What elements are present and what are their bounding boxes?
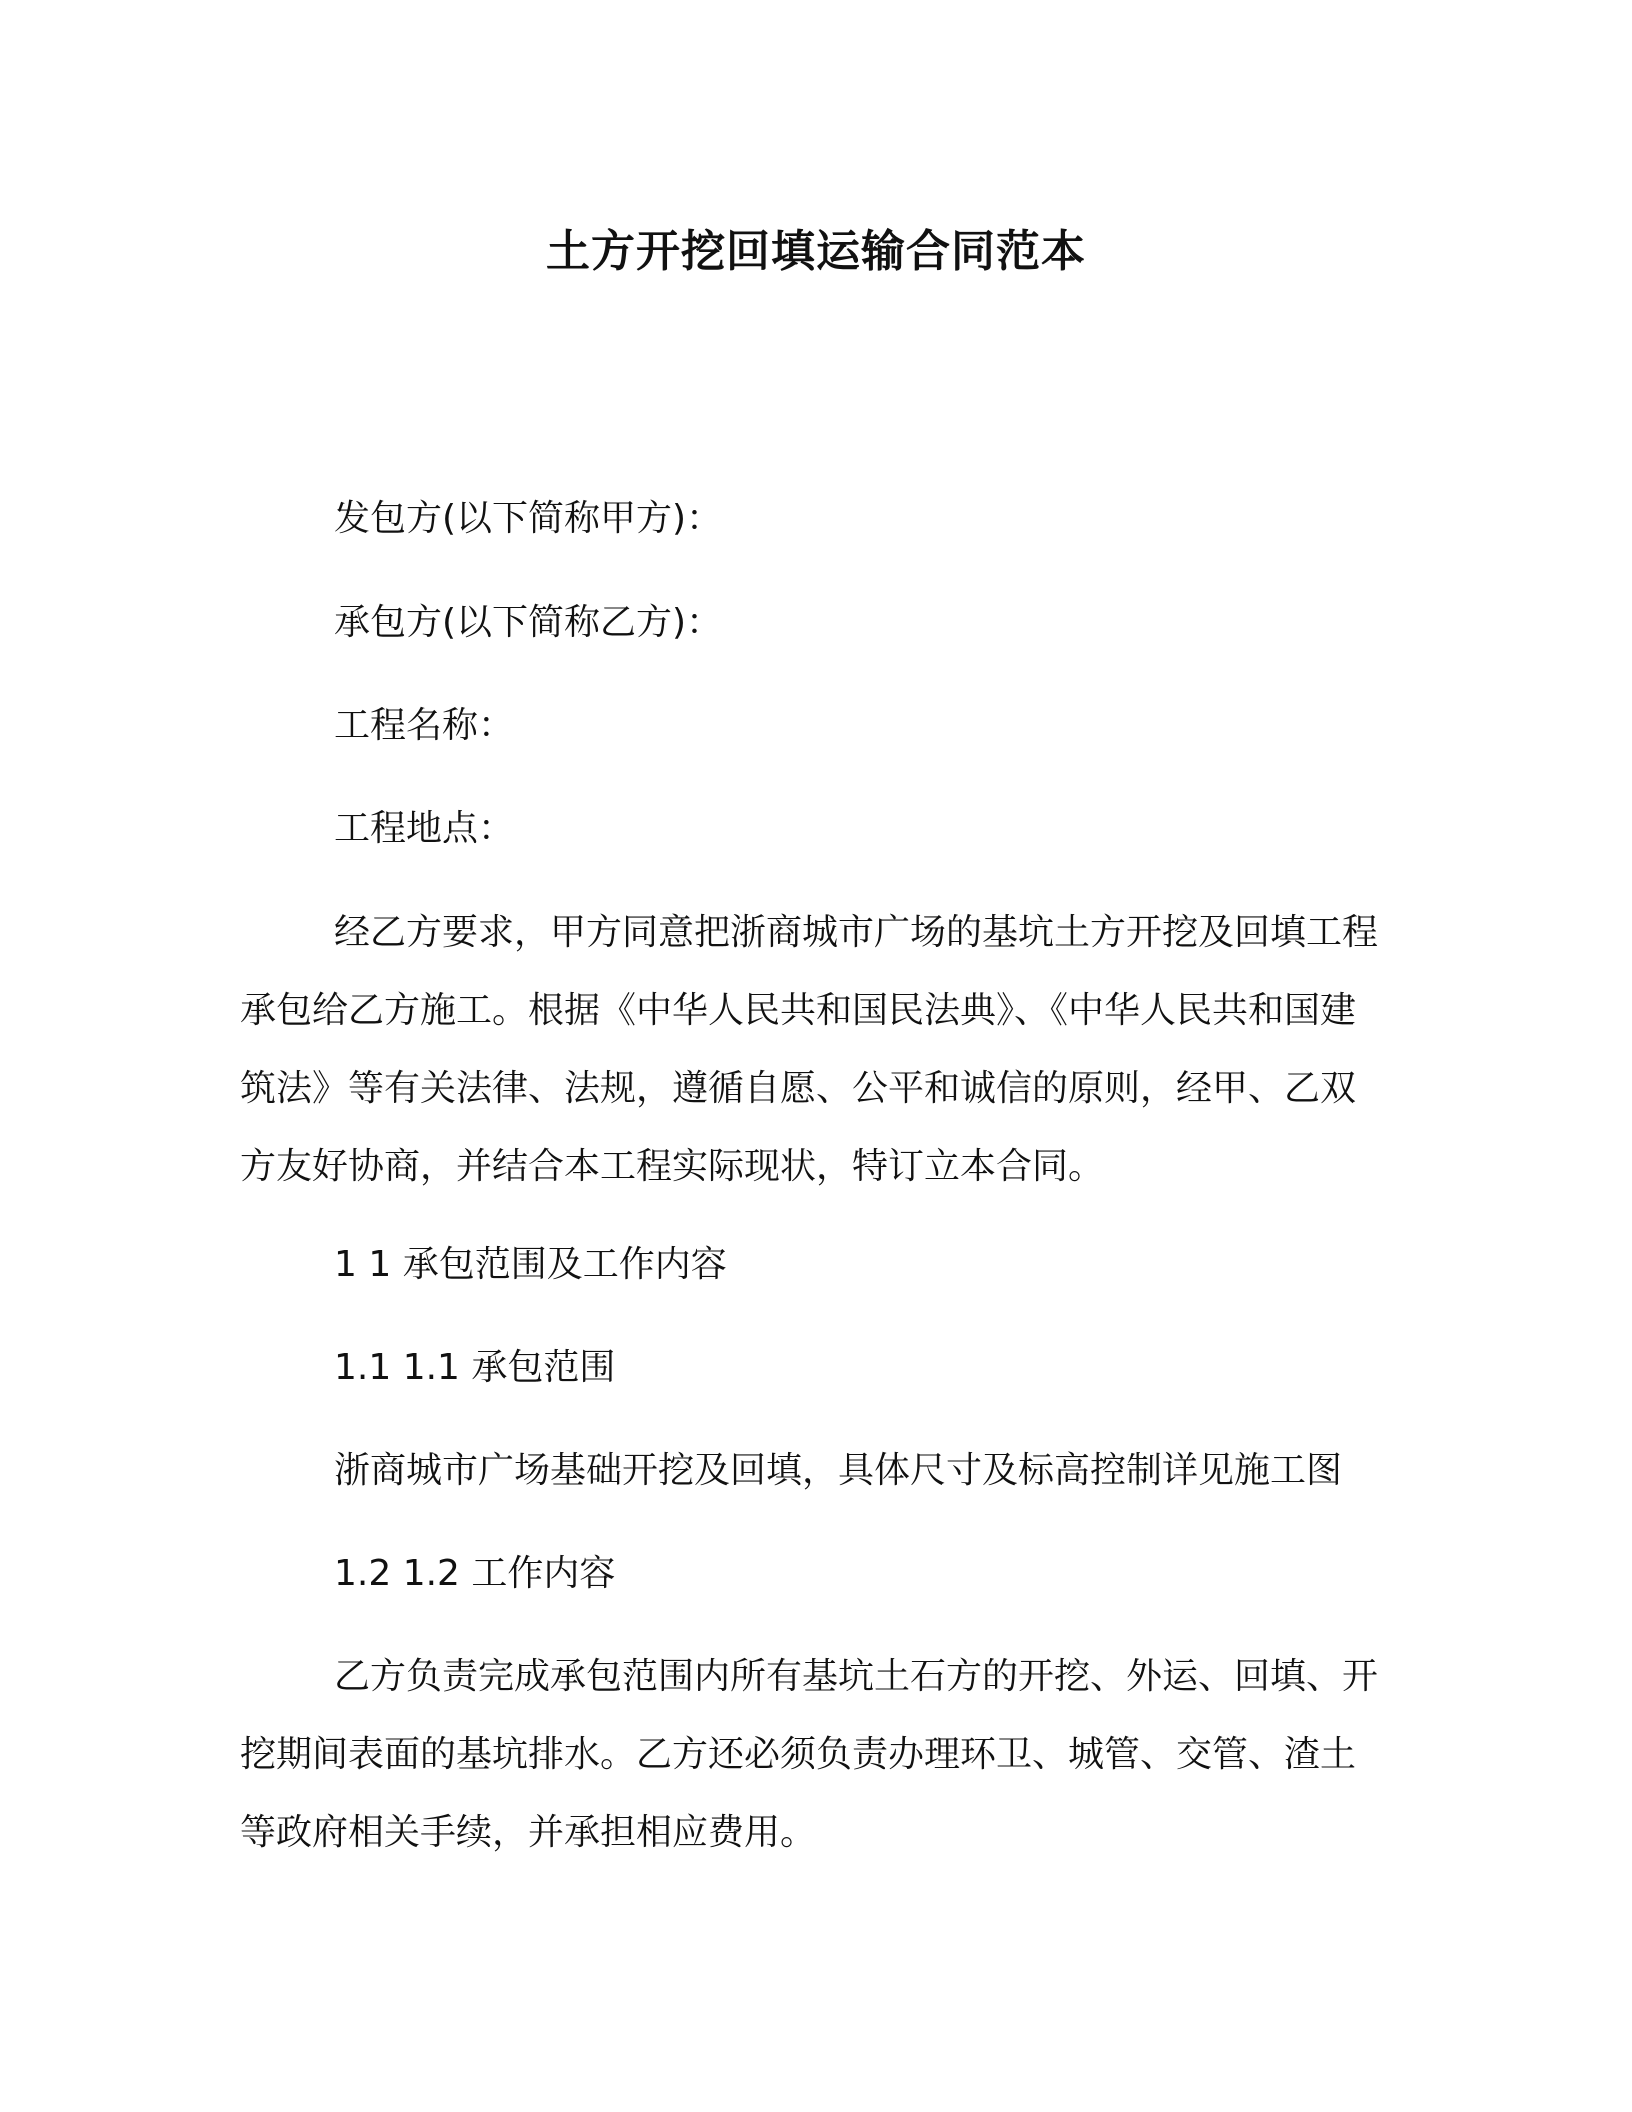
intro-paragraph: 经乙方要求，甲方同意把浙商城市广场的基坑土方开挖及回填工程承包给乙方施工。根据《中华人民共和国民法典》、《中华人民共和国建筑法》等有关法律、法规，遵循自愿、公平和诚信的原则，经甲、乙双方友好协商，并结合本工程实际现状，特订立本合同。 [240,912,1379,1187]
section-1-1-text: 浙商城市广场基础开挖及回填，具体尺寸及标高控制详见施工图 [334,1450,1343,1491]
section-1-heading: 1 1 承包范围及工作内容 [334,1244,727,1285]
document-title: 土方开挖回填运输合同范本 [546,226,1086,277]
project-location-field: 工程地点： [334,808,515,849]
section-1-2-paragraph: 乙方负责完成承包范围内所有基坑土石方的开挖、外运、回填、开挖期间表面的基坑排水。乙方还必须负责办理环卫、城管、交管、渣土等政府相关手续，并承担相应费用。 [240,1656,1379,1853]
section-1-1-heading: 1.1 1.1 承包范围 [334,1347,616,1388]
project-name-field: 工程名称： [334,705,515,746]
party-a-field: 发包方(以下简称甲方)： [334,498,723,539]
section-1-2-heading: 1.2 1.2 工作内容 [334,1553,616,1594]
party-b-field: 承包方(以下简称乙方)： [334,602,723,643]
